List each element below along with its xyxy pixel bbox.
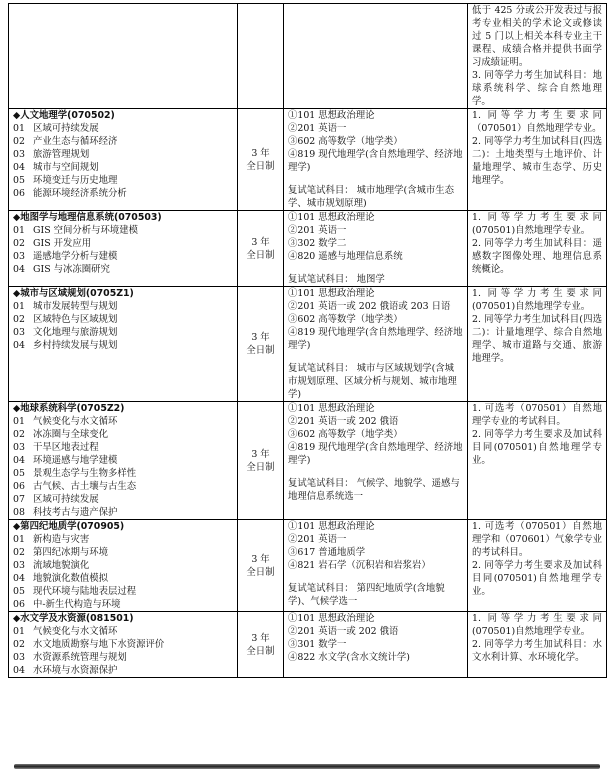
requirements-cell	[468, 211, 607, 287]
program-cell	[9, 612, 238, 678]
requirements-cell	[468, 520, 607, 612]
exam-subject: ②201 英语一或 202 俄语	[288, 626, 399, 637]
direction-name: 干旱区地表过程	[33, 442, 99, 453]
program-row	[9, 402, 607, 520]
direction-code: 06	[13, 188, 25, 199]
exam-subject: ④820 遥感与地理信息系统	[288, 251, 403, 262]
requirement-text: 1. 可选考（070501）自然地理学和（070601）气象学专业的考试科目。	[472, 521, 602, 558]
program-title: ◆人文地理学(070502)	[13, 110, 115, 121]
direction-name: 地貌演化数值模拟	[33, 573, 109, 584]
requirement-text: 1. 可选考（070501）自然地理学专业的考试科目。	[472, 403, 602, 427]
exam-subject: ①101 思想政治理论	[288, 403, 375, 414]
program-cell	[9, 109, 238, 211]
research-direction	[13, 625, 233, 638]
direction-name: 区域可持续发展	[33, 123, 99, 134]
direction-code: 01	[13, 301, 25, 312]
program-title: ◆地球系统科学(0705Z2)	[13, 403, 125, 414]
program-cell	[9, 520, 238, 612]
requirement-text: 1. 同等学力考生要求同(070501)自然地理学专业。	[472, 212, 602, 236]
retest-subjects: 复试笔试科目： 城市与区域规划学(含城市规划原理、区域分析与规划、城市地理学)	[288, 363, 457, 400]
research-direction	[13, 224, 233, 237]
requirement-text: 2. 同等学力考生加试科目(四选二)：土地类型与土地评价、计量地理学、城市生态学、历史地理学。	[472, 136, 602, 186]
program-row	[9, 287, 607, 402]
program-title: ◆第四纪地质学(070905)	[13, 521, 125, 532]
duration-cell	[238, 211, 284, 287]
direction-code: 05	[13, 468, 25, 479]
research-direction	[13, 480, 233, 493]
direction-name: 现代环境与陆地表层过程	[33, 586, 137, 597]
research-direction	[13, 651, 233, 664]
exam-subjects-cell	[284, 520, 468, 612]
direction-name: 冰冻圈与全球变化	[33, 429, 109, 440]
program-title: ◆城市与区域规划(0705Z1)	[13, 288, 134, 299]
direction-code: 04	[13, 162, 25, 173]
direction-code: 01	[13, 534, 25, 545]
direction-code: 05	[13, 175, 25, 186]
exam-subject: ②201 英语一	[288, 534, 347, 545]
exam-subject: ①101 思想政治理论	[288, 212, 375, 223]
continuation-row	[9, 4, 607, 109]
direction-name: 水资源系统管理与规划	[33, 652, 127, 663]
direction-name: 中-新生代构造与环境	[33, 599, 121, 610]
research-direction	[13, 638, 233, 651]
direction-code: 02	[13, 639, 25, 650]
direction-code: 01	[13, 225, 25, 236]
requirements-cell	[468, 287, 607, 402]
duration-cell	[238, 109, 284, 211]
direction-code: 01	[13, 416, 25, 427]
admission-catalog-table	[8, 3, 607, 678]
requirement-text: 1. 同等学力考生要求同(070501)自然地理学专业。	[472, 613, 602, 637]
research-direction	[13, 237, 233, 250]
direction-code: 03	[13, 442, 25, 453]
page-bottom-divider	[14, 764, 600, 769]
direction-name: 环境遥感与地学建模	[33, 455, 118, 466]
direction-code: 03	[13, 560, 25, 571]
research-direction	[13, 313, 233, 326]
program-title: ◆地图学与地理信息系统(070503)	[13, 212, 162, 223]
program-cell	[9, 287, 238, 402]
research-direction	[13, 572, 233, 585]
direction-code: 07	[13, 494, 25, 505]
duration-cell	[238, 287, 284, 402]
duration: 3 年	[251, 632, 270, 644]
study-mode: 全日制	[246, 160, 275, 172]
research-direction	[13, 263, 233, 276]
direction-code: 04	[13, 340, 25, 351]
requirement-text: 1. 同等学力考生要求同（070501）自然地理学专业。	[472, 110, 602, 134]
exam-subject: ②201 英语一	[288, 225, 347, 236]
requirements-cell	[468, 4, 607, 109]
exam-subject: ③602 高等数学（地学类）	[288, 314, 403, 325]
exam-subjects-cell	[284, 287, 468, 402]
program-row	[9, 109, 607, 211]
research-direction	[13, 148, 233, 161]
retest-subjects: 复试笔试科目： 地图学	[288, 274, 385, 285]
program-title: ◆水文学及水资源(081501)	[13, 613, 134, 624]
direction-code: 06	[13, 481, 25, 492]
exam-subject: ③617 普通地质学	[288, 547, 366, 558]
study-mode: 全日制	[246, 645, 275, 657]
spacer	[288, 174, 463, 184]
research-direction	[13, 187, 233, 200]
direction-name: 乡村持续发展与规划	[33, 340, 118, 351]
direction-name: GIS 空间分析与环境建模	[33, 225, 138, 236]
direction-code: 02	[13, 314, 25, 325]
exam-subject: ②201 英语一或 202 俄语或 203 日语	[288, 301, 451, 312]
exam-subject: ①101 思想政治理论	[288, 613, 375, 624]
direction-name: 环境变迁与历史地理	[33, 175, 118, 186]
retest-subjects: 复试笔试科目： 气候学、地貌学、遥感与地理信息系统选一	[288, 478, 460, 502]
duration: 3 年	[251, 236, 270, 248]
exam-subject: ②201 英语一	[288, 123, 347, 134]
requirements-cell	[468, 612, 607, 678]
exam-subject: ③602 高等数学（地学类）	[288, 429, 403, 440]
study-mode: 全日制	[246, 345, 275, 356]
direction-name: 新构造与灾害	[33, 534, 90, 545]
direction-name: 产业生态与循环经济	[33, 136, 118, 147]
requirement-text: 2. 同等学力考生加试科目：水文水利计算、水环境化学。	[472, 639, 602, 663]
program-row	[9, 612, 607, 678]
research-direction	[13, 546, 233, 559]
direction-code: 02	[13, 238, 25, 249]
direction-code: 03	[13, 149, 25, 160]
direction-name: 城市与空间规划	[33, 162, 99, 173]
direction-name: 文化地理与旅游规划	[33, 327, 118, 338]
study-mode: 全日制	[246, 249, 275, 261]
duration-cell	[238, 402, 284, 520]
direction-code: 03	[13, 327, 25, 338]
research-direction	[13, 533, 233, 546]
exam-subject: ④821 岩石学（沉积岩和岩浆岩）	[288, 560, 431, 571]
direction-name: 区域可持续发展	[33, 494, 99, 505]
direction-name: 科技考古与遗产保护	[33, 507, 118, 518]
research-direction	[13, 467, 233, 480]
requirements-cell	[468, 109, 607, 211]
exam-subjects-cell	[284, 109, 468, 211]
research-direction	[13, 300, 233, 313]
direction-code: 04	[13, 573, 25, 584]
research-direction	[13, 161, 233, 174]
requirement-text: 2. 同等学力考生加试科目：遥感数字图像处理、地理信息系统概论。	[472, 238, 602, 275]
exam-subjects-cell	[284, 402, 468, 520]
retest-subjects: 复试笔试科目： 第四纪地质学(含地貌学)、气候学选一	[288, 583, 445, 607]
duration-cell	[238, 520, 284, 612]
requirement-text: 2. 同等学力考生加试科目(四选二)：计量地理学、综合自然地理学、城市道路与交通、旅游地理学。	[472, 314, 602, 364]
spacer	[288, 572, 463, 582]
requirements-cell	[468, 402, 607, 520]
spacer	[288, 352, 463, 362]
research-direction	[13, 585, 233, 598]
exam-subject: ①101 思想政治理论	[288, 521, 375, 532]
exam-subject: ②201 英语一或 202 俄语	[288, 416, 399, 427]
direction-code: 04	[13, 264, 25, 275]
direction-name: 旅游管理规划	[33, 149, 90, 160]
direction-name: 景观生态学与生物多样性	[33, 468, 137, 479]
direction-name: 气候变化与水文循环	[33, 416, 118, 427]
research-direction	[13, 428, 233, 441]
program-cell	[9, 402, 238, 520]
direction-code: 05	[13, 586, 25, 597]
direction-name: 水文地质勘察与地下水资源评价	[33, 639, 165, 650]
direction-name: 区域特色与区域规划	[33, 314, 118, 325]
research-direction	[13, 135, 233, 148]
program-row	[9, 211, 607, 287]
research-direction	[13, 326, 233, 339]
research-direction	[13, 598, 233, 611]
research-direction	[13, 664, 233, 677]
direction-code: 03	[13, 652, 25, 663]
direction-code: 02	[13, 429, 25, 440]
program-row	[9, 520, 607, 612]
research-direction	[13, 415, 233, 428]
spacer	[288, 467, 463, 477]
duration: 3 年	[251, 448, 270, 460]
direction-name: 能源环境经济系统分析	[33, 188, 127, 199]
direction-code: 01	[13, 123, 25, 134]
direction-name: 遥感地学分析与建模	[33, 251, 118, 262]
exam-subject: ④819 现代地理学(含自然地理学、经济地理学)	[288, 149, 463, 173]
research-direction	[13, 493, 233, 506]
direction-name: GIS 与冰冻圈研究	[33, 264, 110, 275]
research-direction	[13, 454, 233, 467]
requirement-text: 2. 同等学力考生要求及加试科目同(070501)自然地理学专业。	[472, 429, 602, 466]
direction-code: 04	[13, 665, 25, 676]
requirement-text: 3. 同等学力考生加试科目：地球系统科学、综合自然地理学。	[472, 70, 602, 107]
spacer	[288, 263, 463, 273]
direction-name: 流域地貌演化	[33, 560, 90, 571]
research-direction	[13, 174, 233, 187]
duration: 3 年	[251, 332, 270, 343]
program-cell	[9, 211, 238, 287]
direction-name: 城市发展转型与规划	[33, 301, 118, 312]
retest-subjects: 复试笔试科目： 城市地理学(含城市生态学、城市规划原理)	[288, 185, 455, 209]
duration: 3 年	[251, 553, 270, 565]
direction-code: 03	[13, 251, 25, 262]
direction-code: 06	[13, 599, 25, 610]
exam-subject: ③602 高等数学（地学类）	[288, 136, 403, 147]
exam-subject: ①101 思想政治理论	[288, 110, 375, 121]
requirement-text: 低于 425 分或公开发表过与报考专业相关的学术论文或修读过 5 门以上相关本科专业主干课程、成绩合格并提供书面学习成绩证明。	[472, 5, 602, 68]
research-direction	[13, 339, 233, 352]
duration-cell	[238, 612, 284, 678]
exam-subject: ④819 现代地理学(含自然地理学、经济地理学)	[288, 442, 463, 466]
requirement-text: 2. 同等学力考生要求及加试科目同(070501)自然地理学专业。	[472, 560, 602, 597]
direction-name: 古气候、古土壤与古生态	[33, 481, 137, 492]
exam-subject: ③301 数学一	[288, 639, 347, 650]
research-direction	[13, 559, 233, 572]
direction-code: 08	[13, 507, 25, 518]
exam-subject: ③302 数学二	[288, 238, 347, 249]
research-direction	[13, 122, 233, 135]
direction-name: 气候变化与水文循环	[33, 626, 118, 637]
direction-name: 第四纪冰期与环境	[33, 547, 109, 558]
direction-name: GIS 开发应用	[33, 238, 92, 249]
direction-code: 02	[13, 547, 25, 558]
duration: 3 年	[251, 147, 270, 159]
exam-subject: ④819 现代地理学(含自然地理学、经济地理学)	[288, 327, 463, 351]
direction-code: 01	[13, 626, 25, 637]
exam-subjects-cell	[284, 211, 468, 287]
direction-name: 水环境与水资源保护	[33, 665, 118, 676]
research-direction	[13, 441, 233, 454]
exam-subjects-cell	[284, 612, 468, 678]
research-direction	[13, 250, 233, 263]
exam-subject: ①101 思想政治理论	[288, 288, 375, 299]
study-mode: 全日制	[246, 566, 275, 578]
direction-code: 02	[13, 136, 25, 147]
direction-code: 04	[13, 455, 25, 466]
exam-subject: ④822 水文学(含水文统计学)	[288, 652, 410, 663]
research-direction	[13, 506, 233, 519]
study-mode: 全日制	[246, 461, 275, 473]
requirement-text: 1. 同等学力考生要求同(070501)自然地理学专业。	[472, 288, 602, 312]
